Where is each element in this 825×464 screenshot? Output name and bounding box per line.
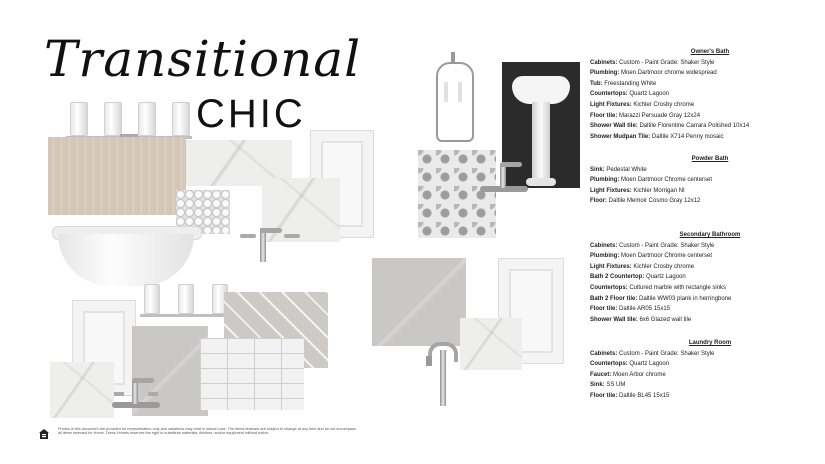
- spec-row: Cabinets: Custom - Paint Grade: Shaker Style: [590, 242, 715, 249]
- spec-row: Plumbing: Moen Dartmoor Chrome centerset: [590, 177, 713, 184]
- spec-row: Shower Wall tile: 6x6 Glazed wall tile: [590, 316, 692, 323]
- spec-row: Light Fixtures: Kichler Morrigan NI: [590, 187, 685, 194]
- spec-row: Sink: SS UM: [590, 382, 626, 389]
- laundry-floor-tile-swatch: [372, 258, 466, 346]
- morrigan-pendant-light: [430, 52, 476, 146]
- spec-row: Sink: Pedestal White: [590, 166, 647, 173]
- floor-tile-swatch: [50, 362, 114, 418]
- spec-row: Bath 2 Floor tile: Daltile WW03 plank in herringbone: [590, 295, 732, 302]
- spec-row: Light Fixtures: Kichler Crosby chrome: [590, 263, 695, 270]
- laundry-countertop-swatch: [460, 318, 522, 370]
- spec-row: Countertops: Quartz Lagoon: [590, 91, 670, 98]
- spec-row: Plumbing: Moen Dartmoor Chrome centerset: [590, 253, 713, 260]
- specs-panel-laundry: [590, 338, 750, 402]
- page-subtitle: CHIC: [196, 92, 306, 136]
- section-heading: Secondary Bathroom: [679, 232, 741, 238]
- spec-row: Bath 2 Countertop: Quartz Lagoon: [590, 274, 686, 281]
- section-heading: Powder Bath: [691, 156, 729, 162]
- section-heading: Laundry Room: [688, 340, 732, 346]
- spec-row: Shower Wall tile: Daltile Florentine Carrara Polished 10x14: [590, 123, 750, 130]
- specs-panel-powder: [590, 154, 750, 207]
- equal-housing-icon: [38, 427, 50, 439]
- glazed-wall-tile-swatch: [200, 338, 304, 410]
- centerset-faucet: [110, 374, 162, 414]
- section-heading: Owner's Bath: [690, 49, 730, 55]
- arbor-faucet: [424, 338, 464, 408]
- powder-faucet: [478, 158, 530, 198]
- spec-row: Light Fixtures: Kichler Crosby chrome: [590, 101, 695, 108]
- spec-row: Floor tile: Daltile BL45 15x15: [590, 392, 670, 399]
- spec-row: Faucet: Moen Arbor chrome: [590, 371, 666, 378]
- crosby-light-fixture: [140, 284, 232, 318]
- spec-row: Tub: Freestanding White: [590, 80, 657, 87]
- page-title: Transitional: [44, 30, 362, 88]
- spec-row: Shower Mudpan Tile: Daltile X714 Penny mosaic: [590, 133, 724, 140]
- disclaimer-text: Photos in this document are provided for representation only and variations may exist in actual color. The items featured are subject to change at any time and do not encompass all items selected for Home. Dress Homes reserves the right to substitute materials, finishes, and/or equipment without notice.: [58, 427, 356, 436]
- spec-row: Cabinets: Custom - Paint Grade: Shaker Style: [590, 350, 715, 357]
- spec-row: Countertops: Cultured marble with rectangle sinks: [590, 284, 727, 291]
- spec-row: Cabinets: Custom - Paint Grade: Shaker Style: [590, 59, 715, 66]
- freestanding-tub: [52, 226, 200, 288]
- specs-panel: [590, 47, 750, 142]
- spec-row: Floor tile: Marazzi Persuade Gray 12x24: [590, 112, 701, 119]
- specs-panel-secondary: [590, 230, 750, 325]
- spec-row: Floor tile: Daltile AR05 15x15: [590, 306, 671, 313]
- spec-row: Floor: Daltile Memoir Cosmo Gray 12x12: [590, 198, 701, 205]
- widespread-faucet: [232, 224, 304, 264]
- wood-cabinet-swatch: [48, 137, 186, 215]
- spec-row: Countertops: Quartz Lagoon: [590, 361, 670, 368]
- spec-row: Plumbing: Moen Dartmoor chrome widespread: [590, 70, 717, 77]
